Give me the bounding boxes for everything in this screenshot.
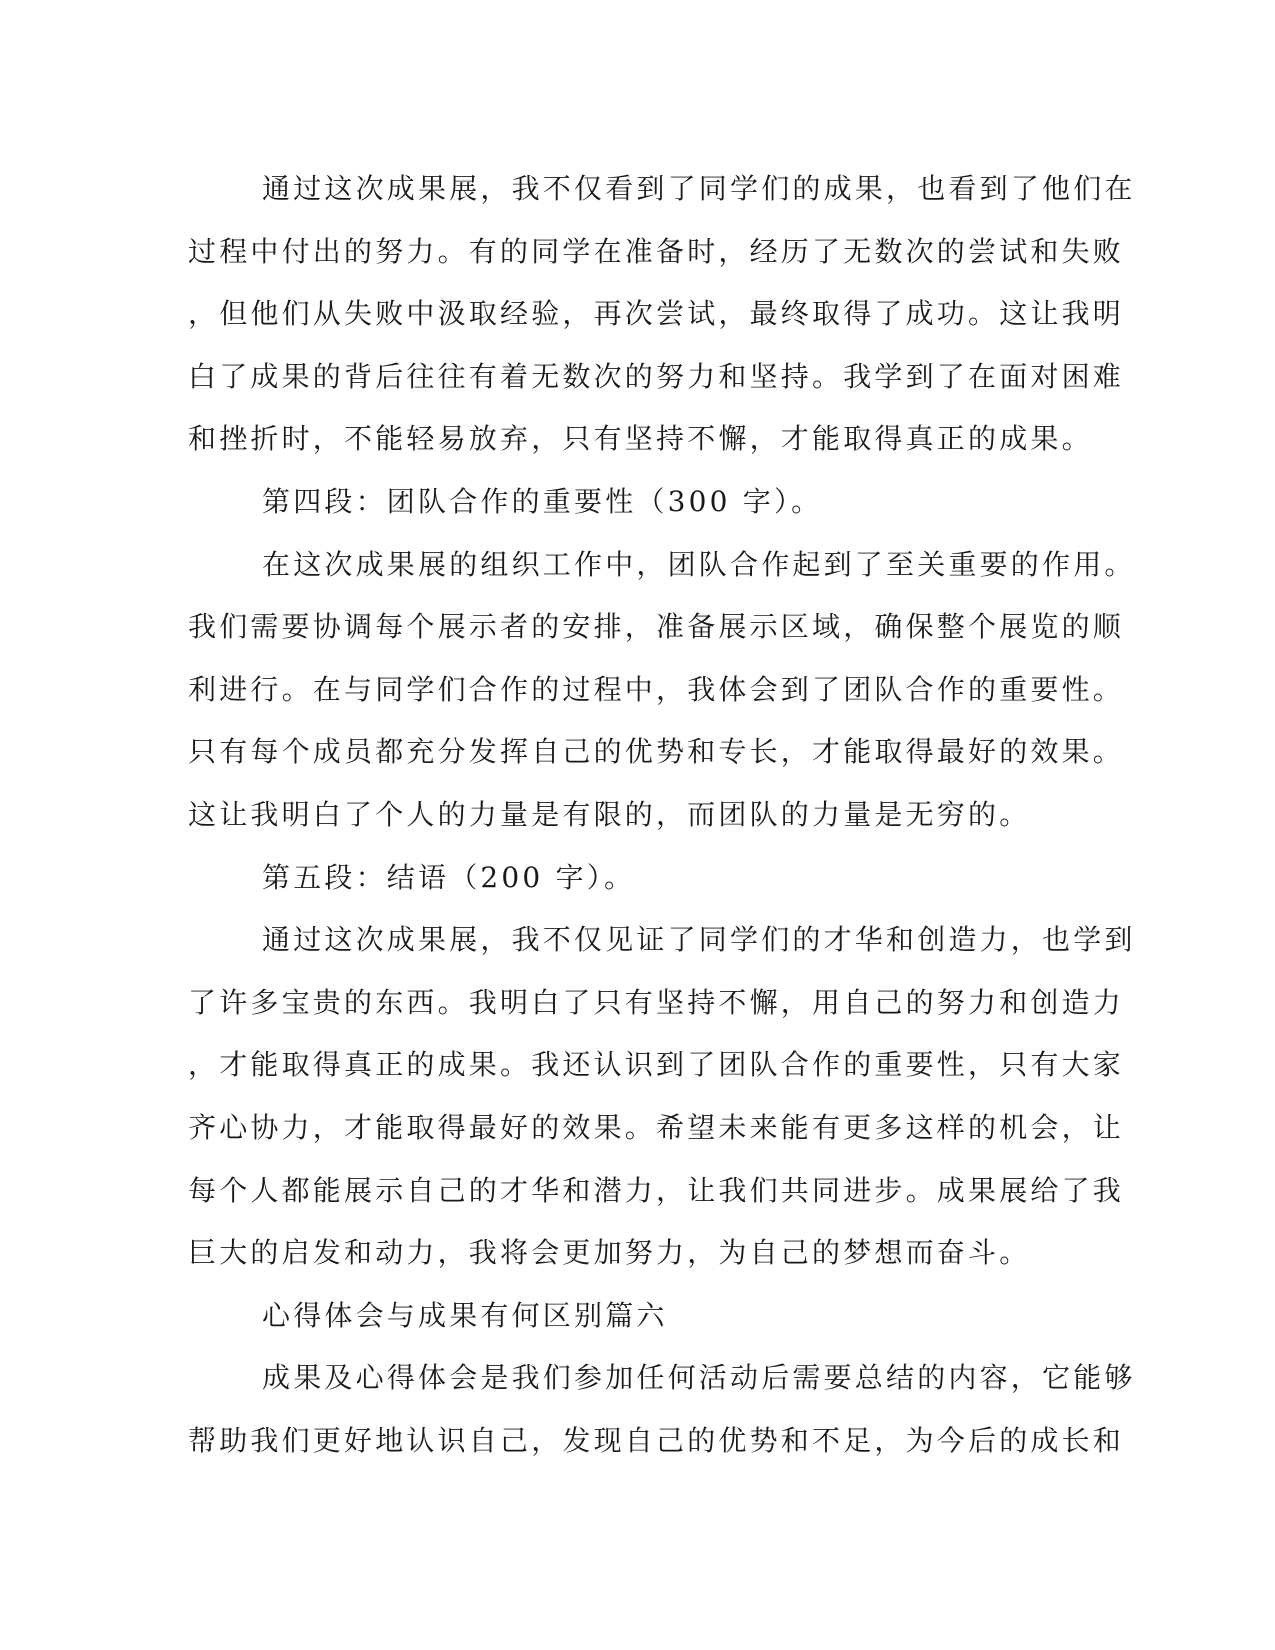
paragraph-line: 这让我明白了个人的力量是有限的，而团队的力量是无穷的。	[188, 797, 1031, 831]
paragraph-line: 齐心协力，才能取得最好的效果。希望未来能有更多这样的机会，让	[188, 1110, 1125, 1144]
paragraph-line: 白了成果的背后往往有着无数次的努力和坚持。我学到了在面对困难	[188, 359, 1125, 393]
paragraph-line: 只有每个成员都充分发挥自己的优势和专长，才能取得最好的效果。	[188, 735, 1125, 769]
paragraph-line: 通过这次成果展，我不仅看到了同学们的成果，也看到了他们在	[262, 172, 1136, 205]
paragraph-line: ，但他们从失败中汲取经验，再次尝试，最终取得了成功。这让我明	[188, 297, 1125, 331]
paragraph-line: 我们需要协调每个展示者的安排，准备展示区域，确保整个展览的顺	[188, 610, 1125, 644]
section-heading: 第四段：团队合作的重要性（300 字）。	[262, 484, 823, 518]
paragraph-line: 利进行。在与同学们合作的过程中，我体会到了团队合作的重要性。	[188, 672, 1125, 706]
paragraph-line: 每个人都能展示自己的才华和潜力，让我们共同进步。成果展给了我	[188, 1173, 1125, 1207]
paragraph-line: ，才能取得真正的成果。我还认识到了团队合作的重要性，只有大家	[188, 1048, 1125, 1082]
document-body	[188, 158, 1136, 1472]
section-heading: 心得体会与成果有何区别篇六	[262, 1298, 668, 1332]
paragraph-line: 过程中付出的努力。有的同学在准备时，经历了无数次的尝试和失败	[188, 234, 1125, 268]
paragraph-line: 和挫折时，不能轻易放弃，只有坚持不懈，才能取得真正的成果。	[188, 422, 1093, 456]
paragraph-line: 成果及心得体会是我们参加任何活动后需要总结的内容，它能够	[262, 1361, 1136, 1395]
paragraph-line: 了许多宝贵的东西。我明白了只有坚持不懈，用自己的努力和创造力	[188, 985, 1125, 1019]
section-heading: 第五段：结语（200 字）。	[262, 860, 636, 894]
paragraph-line: 巨大的启发和动力，我将会更加努力，为自己的梦想而奋斗。	[188, 1236, 1031, 1270]
paragraph-line: 在这次成果展的组织工作中，团队合作起到了至关重要的作用。	[262, 547, 1136, 581]
paragraph-line: 帮助我们更好地认识自己，发现自己的优势和不足，为今后的成长和	[188, 1423, 1125, 1457]
paragraph-line: 通过这次成果展，我不仅见证了同学们的才华和创造力，也学到	[262, 923, 1136, 957]
